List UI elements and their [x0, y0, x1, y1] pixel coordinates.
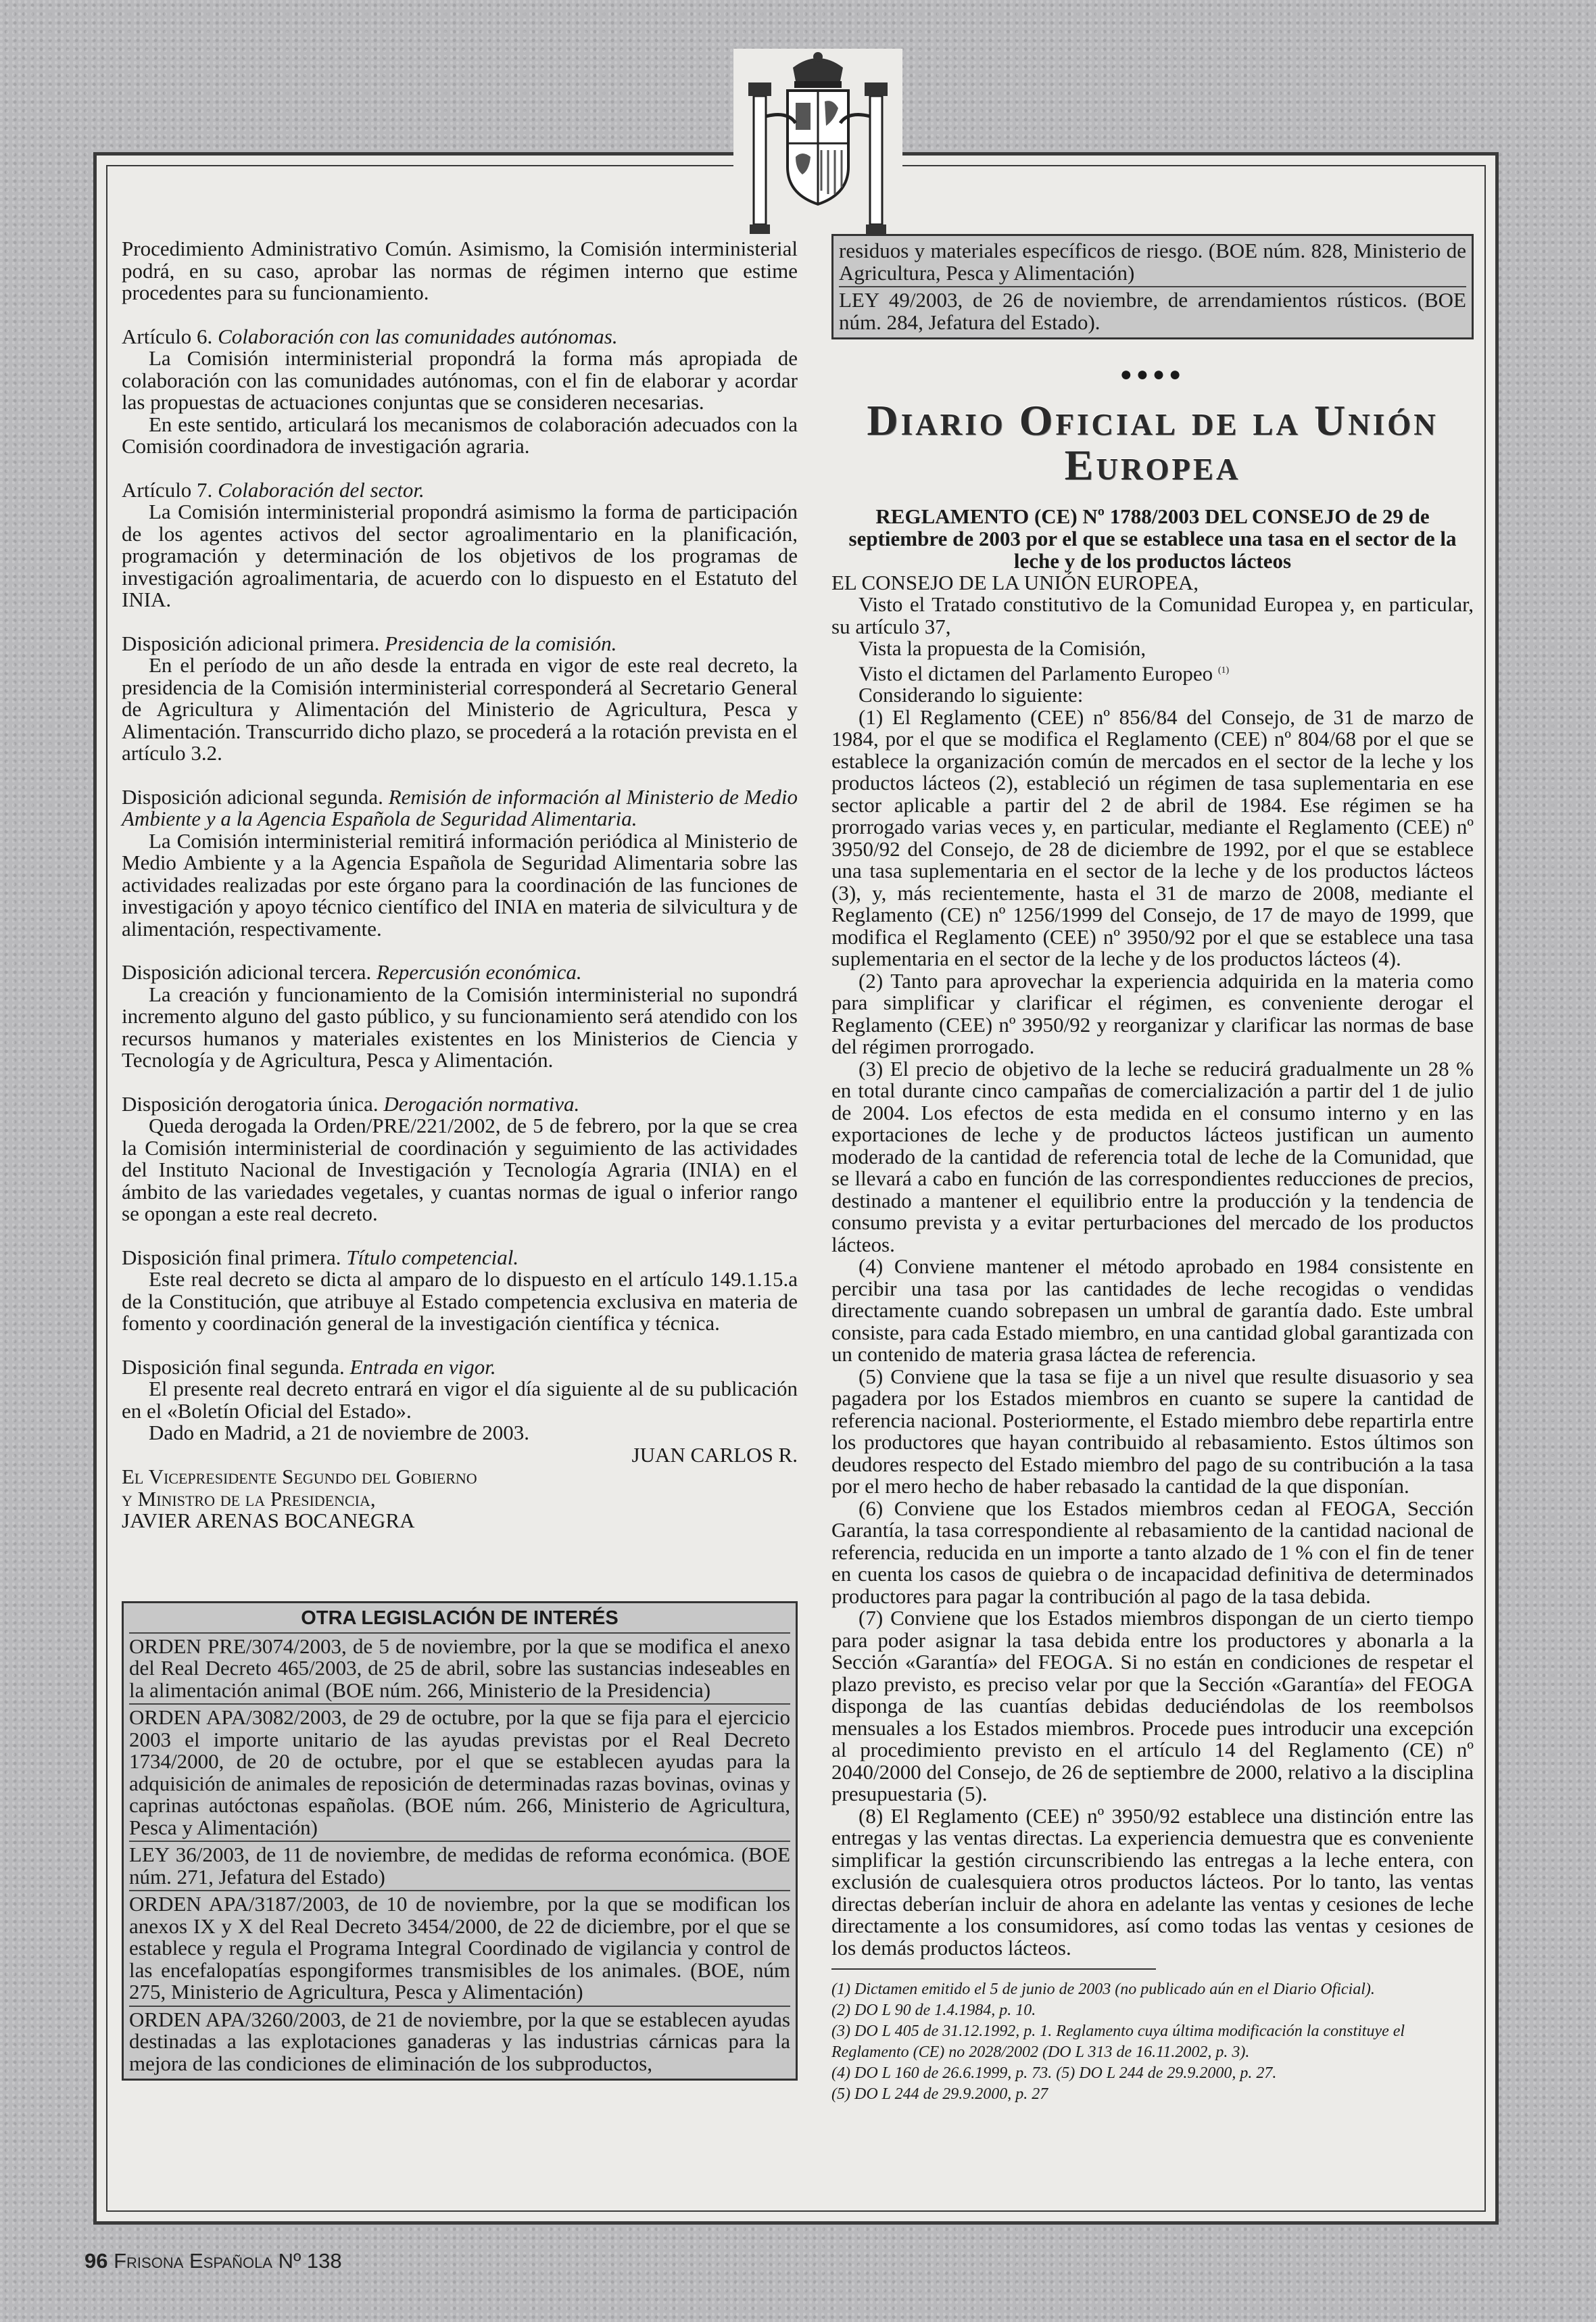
article-7-paragraph-1: La Comisión interministerial propondrá asimismo la forma de participación de los agentes activos del sector agroalimentario en la planificación, programación y determinación de los objetivos de los programas de investigación agroalimentaria, de acuerdo con lo dispuesto en el Estatuto del INIA. [122, 500, 798, 611]
legislation-item: ORDEN APA/3260/2003, de 21 de noviembre, por la que se establecen ayudas destinadas a las explotaciones ganaderas y las industrias cárnicas para la mejora de las condiciones de eliminación de los subproductos, [129, 2006, 790, 2075]
signer-role-2: y Ministro de la Presidencia, [122, 1486, 376, 1511]
section-separator: ●●●● [1119, 363, 1186, 385]
section-title: Diario Oficial de la Unión Europea [867, 396, 1438, 489]
final-1-heading [122, 1247, 798, 1269]
visto-3-text: Visto el dictamen del Parlamento Europeo [859, 661, 1213, 685]
footnote: (5) DO L 244 de 29.9.2000, p. 27 [831, 2085, 1048, 2104]
legislation-item: ORDEN PRE/3074/2003, de 5 de noviembre, por la que se modifica el anexo del Real Decreto 465/2003, de 25 de abril, sobre las sustancias indeseables en la alimentación animal (BOE núm. 266, Ministerio de la Presidencia) [129, 1632, 790, 1702]
recital: (2) Tanto para aprovechar la experiencia adquirida en la materia como para simplificar y clarificar el régimen, es conveniente derogar el Reglamento (CEE) nº 3950/92 y reorganizar y clarificar las normas de base del régimen prorrogado. [831, 968, 1474, 1059]
footnote: (2) DO L 90 de 1.4.1984, p. 10. [831, 2001, 1036, 2020]
article-6-paragraph-2: En este sentido, articulará los mecanismos de colaboración adecuados con la Comisión coordinadora de investigación agraria. [122, 412, 798, 458]
final-1-paragraph: Este real decreto se dicta al amparo de lo dispuesto en el artículo 149.1.15.a de la Constitución, que atribuye al Estado competencia exclusiva en materia de fomento y coordinación general de la investigación científica y técnica. [122, 1267, 798, 1335]
disposition-3-heading [122, 962, 798, 984]
signer-name: JAVIER ARENAS BOCANEGRA [122, 1509, 415, 1532]
final-2-label: Disposición final segunda. [122, 1354, 345, 1379]
left-column [122, 238, 798, 1532]
legislation-item: LEY 36/2003, de 11 de noviembre, de medidas de reforma económica. (BOE núm. 271, Jefatura del Estado) [129, 1841, 790, 1888]
footnote: (1) Dictamen emitido el 5 de junio de 2003 (no publicado aún en el Diario Oficial). [831, 1981, 1375, 1999]
final-2-paragraph: El presente real decreto entrará en vigor el día siguiente al de su publicación en el «Boletín Oficial del Estado». [122, 1377, 798, 1423]
royal-signature: JUAN CARLOS R. [631, 1442, 798, 1467]
disposition-3-label: Disposición adicional tercera. [122, 960, 372, 984]
footnotes [831, 1979, 1474, 2105]
disposition-1-title: Presidencia de la comisión. [385, 631, 617, 655]
derogatory-title: Derogación normativa. [383, 1091, 580, 1116]
legislation-box-title: OTRA LEGISLACIÓN DE INTERÉS [301, 1607, 619, 1629]
legislation-box [122, 1601, 798, 2081]
footnote: (4) DO L 160 de 26.6.1999, p. 73. (5) DO L 244 de 29.9.2000, p. 27. [831, 2064, 1277, 2083]
page-footer [84, 2249, 342, 2273]
recital: (5) Conviene que la tasa se fije a un nivel que resulte disuasorio y sea pagadera por los Estados miembros en cuanto se supere la cantidad de referencia nacional. Posteriormente, el Estado miembro debe repartirla entre los productores que hayan contribuido al rebasamiento. Estos últimos son deudores respecto del Estado miembro del pago de su contribución a la tasa por el mero hecho de haber rebasado la cantidad de la que disponían. [831, 1364, 1474, 1498]
recital: (4) Conviene mantener el método aprobado en 1984 consistente en percibir una tasa por las cantidades de leche recogidas o vendidas directamente cuando sobrepasen un umbral de garantía dado. Este umbral consiste, para cada Estado miembro, en una cantidad global garantizada con un contenido de materia grasa láctea de referencia. [831, 1254, 1474, 1367]
page-number: 96 [84, 2249, 108, 2273]
right-column [831, 234, 1474, 2105]
visto-1: Visto el Tratado constitutivo de la Comunidad Europea y, en particular, su artículo 37, [831, 592, 1474, 638]
visto-2: Vista la propuesta de la Comisión, [859, 636, 1146, 660]
visto-3 [831, 660, 1474, 685]
recital: (1) El Reglamento (CEE) nº 856/84 del Consejo, de 31 de marzo de 1984, por el que se modifica el Reglamento (CEE) nº 804/68 por el que se establece la organización común de mercados en el sector de la leche y los productos lácteos (2), estableció un régimen de tasa suplementaria en ese sector aplicable a partir del 2 de abril de 1984. Ese régimen se ha prorrogado varias veces y, en particular, mediante el Reglamento (CEE) nº 3950/92 del Consejo, de 28 de diciembre de 1992, por el que se establece una tasa suplementaria en el sector de la leche y de los productos lácteos (3), y, más recientemente, hasta el 31 de marzo de 2008, mediante el Reglamento (CE) nº 1256/1999 del Consejo, de 17 de mayo de 1999, que modifica el Reglamento (CEE) nº 3950/92 por el que se establece una tasa suplementaria en el sector de la leche y de los productos lácteos (4). [831, 705, 1474, 971]
disposition-1-heading [122, 633, 798, 655]
final-1-label: Disposición final primera. [122, 1245, 341, 1269]
disposition-2-heading [122, 786, 798, 830]
regulation-title: REGLAMENTO (CE) Nº 1788/2003 DEL CONSEJO de 29 de septiembre de 2003 por el que se establece una tasa en el sector de la leche y de los productos lácteos [848, 504, 1457, 573]
disposition-2-paragraph: La Comisión interministerial remitirá información periódica al Ministerio de Medio Ambiente y a la Agencia Española de Seguridad Alimentaria sobre las actividades realizadas por este órgano para la coordinación de las funciones de investigación y apoyo técnico científico del INIA en materia de silvicultura y de alimentación, respectivamente. [122, 828, 798, 941]
disposition-1-label: Disposición adicional primera. [122, 631, 380, 655]
legislation-box-continued [831, 234, 1474, 339]
footnote-rule [831, 1968, 1156, 1970]
disposition-3-title: Repercusión económica. [377, 960, 582, 984]
recital: (3) El precio de objetivo de la leche se reducirá gradualmente un 28 % en total durante cinco campañas de comercialización a partir del 1 de julio de 2004. Los efectos de esta medida en el consumo interno y en las exportaciones de leche y de productos lácteos justifican un aumento moderado de la cantidad de referencia total de leche de la Comunidad, que se llevará a cabo en función de las correspondientes reducciones de precios, destinado a mantener el equilibrio entre la producción y la tendencia de consumo prevista y a evitar perturbaciones del mercado de los productos lácteos. [831, 1056, 1474, 1256]
disposition-2-title: Remisión de información al Ministerio de Medio Ambiente y a la Agencia Española de Seguridad Alimentaria. [122, 784, 798, 830]
intro-paragraph: Procedimiento Administrativo Común. Asimismo, la Comisión interministerial podrá, en su caso, aprobar las normas de régimen interno que estime procedentes para su funcionamiento. [122, 237, 798, 304]
legislation-item: ORDEN APA/3082/2003, de 29 de octubre, por la que se fija para el ejercicio 2003 el importe unitario de las ayudas previstas por el Real Decreto 1734/2000, de 20 de octubre, por el que se establecen ayudas para la adquisición de animales de reposición de determinadas razas bovinas, ovinas y caprinas autóctonas españolas. (BOE núm. 266, Ministerio de Agricultura, Pesca y Alimentación) [129, 1703, 790, 1839]
derogatory-label: Disposición derogatoria única. [122, 1091, 379, 1116]
footnote: (3) DO L 405 de 31.12.1992, p. 1. Reglamento cuya última modificación la constituye el Reglamento (CE) no 2028/2002 (DO L 313 de 16.11.2002, p. 3). [831, 2022, 1405, 2062]
legislation-item: LEY 49/2003, de 26 de noviembre, de arrendamientos rústicos. (BOE núm. 284, Jefatura del Estado). [839, 286, 1466, 333]
magazine-name: Frisona Española Nº 138 [114, 2249, 342, 2273]
considerando: Considerando lo siguiente: [859, 683, 1084, 707]
legislation-item: residuos y materiales específicos de riesgo. (BOE núm. 828, Ministerio de Agricultura, Pesca y Alimentación) [839, 239, 1466, 285]
final-2-heading [122, 1356, 798, 1379]
derogatory-heading [122, 1093, 798, 1116]
disposition-1-paragraph: En el período de un año desde la entrada en vigor de este real decreto, la presidencia de la Comisión interministerial corresponderá al Secretario General de Agricultura y Alimentación del Ministerio de Agricultura, Pesca y Alimentación. Transcurrido dicho plazo, se procederá a la rotación prevista en el artículo 3.2. [122, 653, 798, 765]
final-2-title: Entrada en vigor. [349, 1354, 496, 1379]
council-line: EL CONSEJO DE LA UNIÓN EUROPEA, [831, 570, 1199, 594]
recital: (7) Conviene que los Estados miembros dispongan de un cierto tiempo para poder asignar la tasa debida entre los productores y abonarla a la Sección «Garantía» del FEOGA. Si no están en condiciones de respetar el plazo previsto, es preciso velar por que la Sección «Garantía» del FEOGA disponga de las cuantías debidas deduciéndolas de los reembolsos mensuales a los Estados miembros. Procede pues introducir una excepción al procedimiento previsto en el artículo 14 del Reglamento (CE) nº 2040/2000 del Consejo, de 26 de septiembre de 2000, relativo a la disciplina presupuestaria (5). [831, 1606, 1474, 1806]
legislation-item: ORDEN APA/3187/2003, de 10 de noviembre, por la que se modifican los anexos IX y X del Real Decreto 3454/2000, de 22 de diciembre, por el que se establece y regula el Programa Integral Coordinado de vigilancia y control de las encefalopatías espongiformes transmisibles de los animales. (BOE, núm 275, Ministerio de Agricultura, Pesca y Alimentación) [129, 1890, 790, 2004]
signer-role-1: El Vicepresidente Segundo del Gobierno [122, 1465, 477, 1488]
article-7-label: Artículo 7. [122, 477, 213, 502]
date-line: Dado en Madrid, a 21 de noviembre de 2003. [149, 1421, 530, 1444]
article-7-title: Colaboración del sector. [218, 477, 425, 502]
disposition-2-label: Disposición adicional segunda. [122, 784, 383, 809]
disposition-3-paragraph: La creación y funcionamiento de la Comisión interministerial no supondrá incremento alguno del gasto público, y su funcionamiento será atendido con los recursos humanos y materiales existentes en los Ministerios de Ciencia y Tecnología y de Agricultura, Pesca y Alimentación. [122, 982, 798, 1072]
coat-of-arms-icon [733, 49, 902, 252]
article-6-heading [122, 326, 798, 348]
derogatory-paragraph: Queda derogada la Orden/PRE/221/2002, de 5 de febrero, por la que se crea la Comisión interministerial de coordinación y seguimiento de las actividades del Instituto Nacional de Investigación y Tecnología Agraria (INIA) en el ámbito de las variedades vegetales, y cuantas normas de igual o inferior rango se opongan a este real decreto. [122, 1114, 798, 1225]
footnote-ref: (1) [1217, 665, 1230, 676]
article-6-label: Artículo 6. [122, 324, 213, 348]
final-1-title: Título competencial. [346, 1245, 519, 1269]
article-6-paragraph-1: La Comisión interministerial propondrá la forma más apropiada de colaboración con las comunidades autónomas, con el fin de elaborar y acordar las propuestas de actuaciones conjuntas que se consideren necesarias. [122, 346, 798, 414]
article-6-title: Colaboración con las comunidades autónomas. [218, 324, 618, 348]
article-7-heading [122, 479, 798, 502]
recital: (8) El Reglamento (CEE) nº 3950/92 establece una distinción entre las entregas y las ventas directas. La experiencia demuestra que es conveniente simplificar la gestión circunscribiendo las entregas a la leche entera, con exclusión de cualesquiera otros productos lácteos. Por lo tanto, las ventas directas deberían incluir de ahora en adelante las ventas y cesiones de leche directamente a los consumidores, así como todas las ventas y cesiones de los demás productos lácteos. [831, 1803, 1474, 1960]
recital: (6) Conviene que los Estados miembros cedan al FEOGA, Sección Garantía, la tasa correspondiente al rebasamiento de la cantidad nacional de referencia, reducida en un importe a tanto alzado de 1 % con el fin de tener en cuenta los casos de quiebra o de incapacidad definitiva de determinados productores para pagar la contribución al pago de la tasa debida. [831, 1496, 1474, 1608]
